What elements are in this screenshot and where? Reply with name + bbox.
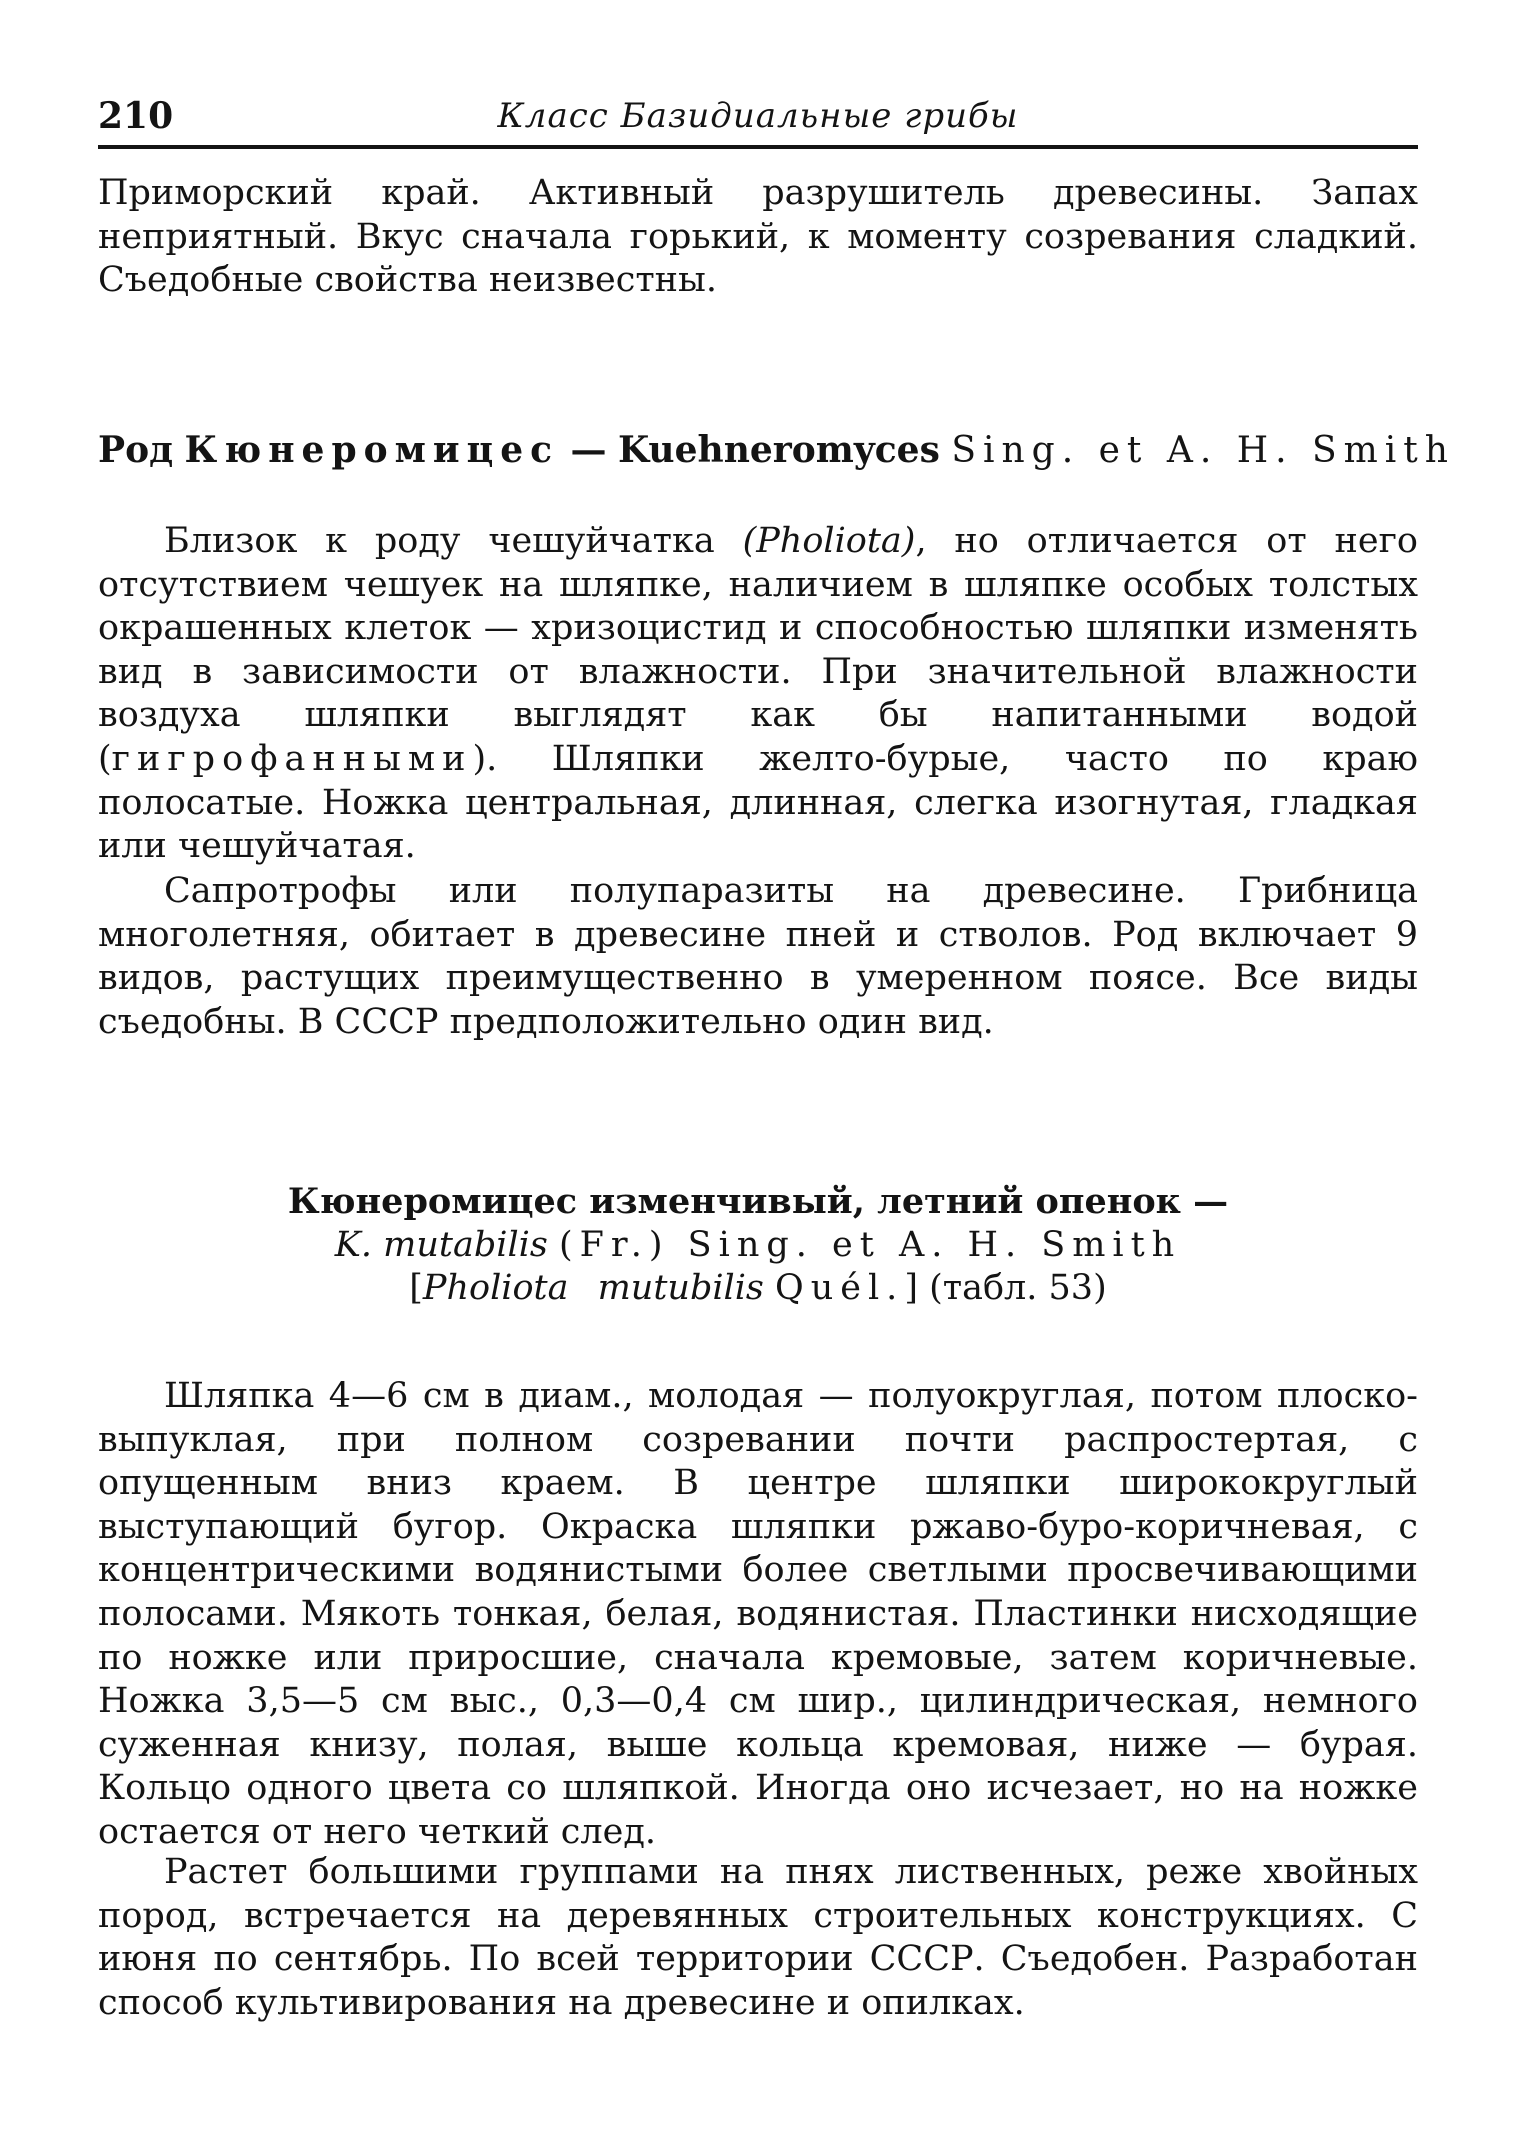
- synonym-latin-name: Pholiota mutubilis: [422, 1268, 764, 1309]
- genus-heading-author: Sing. et A. H. Smith: [951, 430, 1455, 471]
- genus-heading-prefix: Род: [98, 429, 174, 471]
- species-heading-line3: [98, 1267, 1418, 1311]
- genus-heading: [98, 426, 1455, 475]
- synonym-author: Quél.: [775, 1268, 905, 1309]
- header-rule: [98, 145, 1418, 149]
- page-header: [98, 92, 1418, 140]
- species-latin-name: K. mutabilis: [334, 1224, 548, 1265]
- genus-p1-part1: Близок к роду чешуйчатка: [164, 521, 743, 561]
- genus-description-paragraph: [98, 520, 1418, 869]
- genus-p1-term: гигрофанными: [111, 738, 473, 779]
- genus-heading-latin: Kuehneromyces: [617, 429, 940, 471]
- intro-paragraph: Приморский край. Активный разрушитель древесины. Запах неприятный. Вкус сначала горький, к моменту созревания сладкий. Съедобные свойства неизвестны.: [98, 173, 1418, 301]
- genus-heading-russian: Кюнеромицес: [184, 429, 560, 471]
- genus-ecology-paragraph: Сапротрофы или полупаразиты на древесине. Грибница многолетняя, обитает в древесине пней и стволов. Род включает 9 видов, растущих преимущественно в умеренном поясе. Все виды съедобны. В СССР предположительно один вид.: [98, 871, 1418, 1042]
- species-heading-line1: Кюнеромицес изменчивый, летний опенок —: [287, 1181, 1229, 1222]
- synonym-open-bracket: [: [409, 1268, 423, 1309]
- species-habitat-paragraph: Растет большими группами на пнях лиственных, реже хвойных пород, встречается на деревянных строительных конструкциях. С июня по сентябрь. По всей территории СССР. Съедобен. Разработан способ культивирования на древесине и опилках.: [98, 1852, 1418, 2023]
- species-heading: [98, 1180, 1418, 1311]
- genus-p1-latin-name: (Pholiota): [742, 521, 916, 561]
- page-number: 210: [98, 95, 174, 137]
- genus-p1-part2: , но отличается от него отсутствием чешуек на шляпке, наличием в шляпке особых толстых окрашенных клеток — хризоцистид и способностью шляпки изменять вид в зависимости от влажности. При значительной влажности воздуха шляпки выглядят как бы напитанными водой (: [98, 521, 1418, 779]
- genus-heading-dash: —: [570, 429, 607, 471]
- genus-p1-part3: ). Шляпки желто-бурые, часто по краю полосатые. Ножка центральная, длинная, слегка изогнутая, гладкая или чешуйчатая.: [98, 738, 1418, 867]
- running-title: Класс Базидиальные грибы: [497, 96, 1019, 136]
- synonym-close-plate-ref: ] (табл. 53): [904, 1268, 1107, 1309]
- species-description-paragraph: Шляпка 4—6 см в диам., молодая — полуокруглая, потом плоско-выпуклая, при полном созревании почти распростертая, с опущенным вниз краем. В центре шляпки ширококруглый выступающий бугор. Окраска шляпки ржаво-буро-коричневая, с концентрическими водянистыми более светлыми просвечивающими полосами. Мякоть тонкая, белая, водянистая. Пластинки нисходящие по ножке или приросшие, сначала кремовые, затем коричневые. Ножка 3,5—5 см выс., 0,3—0,4 см шир., цилиндрическая, немного суженная книзу, полая, выше кольца кремовая, ниже — бурая. Кольцо одного цвета со шляпкой. Иногда оно исчезает, но на ножке остается от него четкий след.: [98, 1376, 1418, 1852]
- species-author: (Fr.) Sing. et A. H. Smith: [558, 1224, 1182, 1265]
- species-heading-line2: [98, 1224, 1418, 1268]
